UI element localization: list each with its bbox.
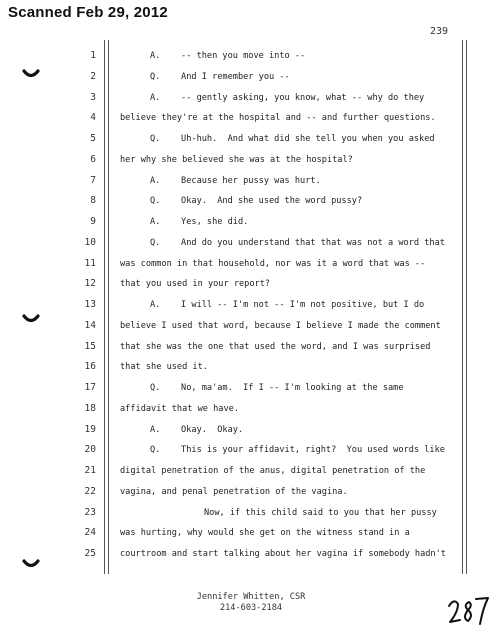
- line-text: courtroom and start talking about her vagina if somebody hadn't: [120, 549, 446, 559]
- transcript-line: [0, 256, 502, 276]
- transcript-line: [0, 48, 502, 68]
- line-number: 1: [90, 50, 96, 61]
- line-text: Q. Okay. And she used the word pussy?: [150, 196, 363, 207]
- line-number: 20: [84, 444, 96, 456]
- transcript-line: [0, 318, 502, 338]
- line-number: 6: [90, 153, 96, 165]
- transcript-line: [0, 380, 502, 400]
- line-number: 17: [84, 382, 96, 393]
- line-number: 8: [90, 195, 96, 207]
- line-number: 4: [90, 112, 96, 124]
- line-number: 14: [84, 319, 96, 331]
- line-text: was hurting, why would she get on the witness stand in a: [120, 528, 410, 539]
- transcript-line: [0, 131, 502, 151]
- line-number: 2: [90, 70, 96, 82]
- transcript-line: [0, 505, 502, 525]
- transcript-line: [0, 546, 502, 566]
- line-text: that she was the one that used the word, and I was surprised: [120, 341, 431, 352]
- line-text: was common in that household, nor was it a word that was --: [120, 258, 426, 269]
- margin-mark-icon: [22, 68, 40, 82]
- line-number: 25: [84, 548, 96, 559]
- line-text: A. Yes, she did.: [150, 217, 249, 227]
- line-text: Q. This is your affidavit, right? You used words like: [150, 445, 445, 456]
- line-number: 23: [84, 506, 96, 518]
- line-text: affidavit that we have.: [120, 403, 239, 414]
- line-number: 24: [84, 527, 96, 539]
- transcript-line: [0, 297, 502, 317]
- transcript-line: [0, 401, 502, 421]
- transcript-line: [0, 90, 502, 110]
- line-text: believe they're at the hospital and -- and further questions.: [120, 113, 436, 124]
- line-number: 10: [84, 236, 96, 248]
- line-text: A. Because her pussy was hurt.: [150, 175, 321, 186]
- line-text: A. I will -- I'm not -- I'm not positive, but I do: [150, 300, 425, 310]
- page-number: 239: [430, 26, 449, 37]
- line-number: 21: [84, 465, 96, 476]
- line-text: Q. And I remember you --: [150, 71, 290, 82]
- margin-mark-icon: [22, 313, 40, 327]
- transcript-line: [0, 484, 502, 504]
- line-number: 18: [84, 402, 96, 414]
- line-number: 16: [84, 361, 96, 373]
- margin-mark-icon: [22, 558, 40, 572]
- transcript-line: [0, 152, 502, 172]
- line-number: 22: [84, 485, 96, 497]
- scan-date-stamp: Scanned Feb 29, 2012: [8, 4, 168, 21]
- court-reporter-name: Jennifer Whitten, CSR: [196, 592, 306, 602]
- line-text: A. Okay. Okay.: [150, 424, 244, 435]
- line-text: her why she believed she was at the hospital?: [120, 154, 353, 165]
- line-number: 12: [84, 278, 96, 290]
- line-text: Q. And do you understand that that was not a word that: [150, 237, 445, 248]
- transcript-line: [0, 422, 502, 442]
- line-number: 9: [90, 216, 96, 227]
- line-text: that you used in your report?: [120, 279, 271, 290]
- line-text: vagina, and penal penetration of the vagina.: [120, 486, 348, 497]
- line-text: digital penetration of the anus, digital penetration of the: [120, 466, 426, 476]
- transcript-line: [0, 214, 502, 234]
- transcript-line: [0, 276, 502, 296]
- line-number: 5: [90, 133, 96, 144]
- transcript-line: [0, 463, 502, 483]
- line-text: that she used it.: [120, 362, 208, 373]
- transcript-line: [0, 442, 502, 462]
- transcript-line: [0, 339, 502, 359]
- line-number: 7: [90, 174, 96, 186]
- line-text: Q. Uh-huh. And what did she tell you when you asked: [150, 134, 435, 144]
- transcript-line: [0, 173, 502, 193]
- line-text: A. -- then you move into --: [150, 51, 306, 61]
- transcript-line: [0, 359, 502, 379]
- transcript-line: [0, 193, 502, 213]
- line-number: 19: [84, 423, 96, 435]
- line-number: 13: [84, 299, 96, 310]
- line-text: believe I used that word, because I believe I made the comment: [120, 320, 441, 331]
- transcript-line: [0, 235, 502, 255]
- line-text: Q. No, ma'am. If I -- I'm looking at the same: [150, 383, 404, 393]
- line-text: Now, if this child said to you that her pussy: [204, 507, 437, 518]
- line-number: 15: [84, 340, 96, 352]
- transcript-line: [0, 525, 502, 545]
- transcript-line: [0, 69, 502, 89]
- transcript-line: [0, 110, 502, 130]
- handwritten-page-number: [446, 594, 492, 630]
- line-text: A. -- gently asking, you know, what -- why do they: [150, 92, 425, 103]
- line-number: 11: [84, 257, 96, 269]
- court-reporter-phone: 214-603-2184: [219, 603, 283, 613]
- line-number: 3: [90, 91, 96, 103]
